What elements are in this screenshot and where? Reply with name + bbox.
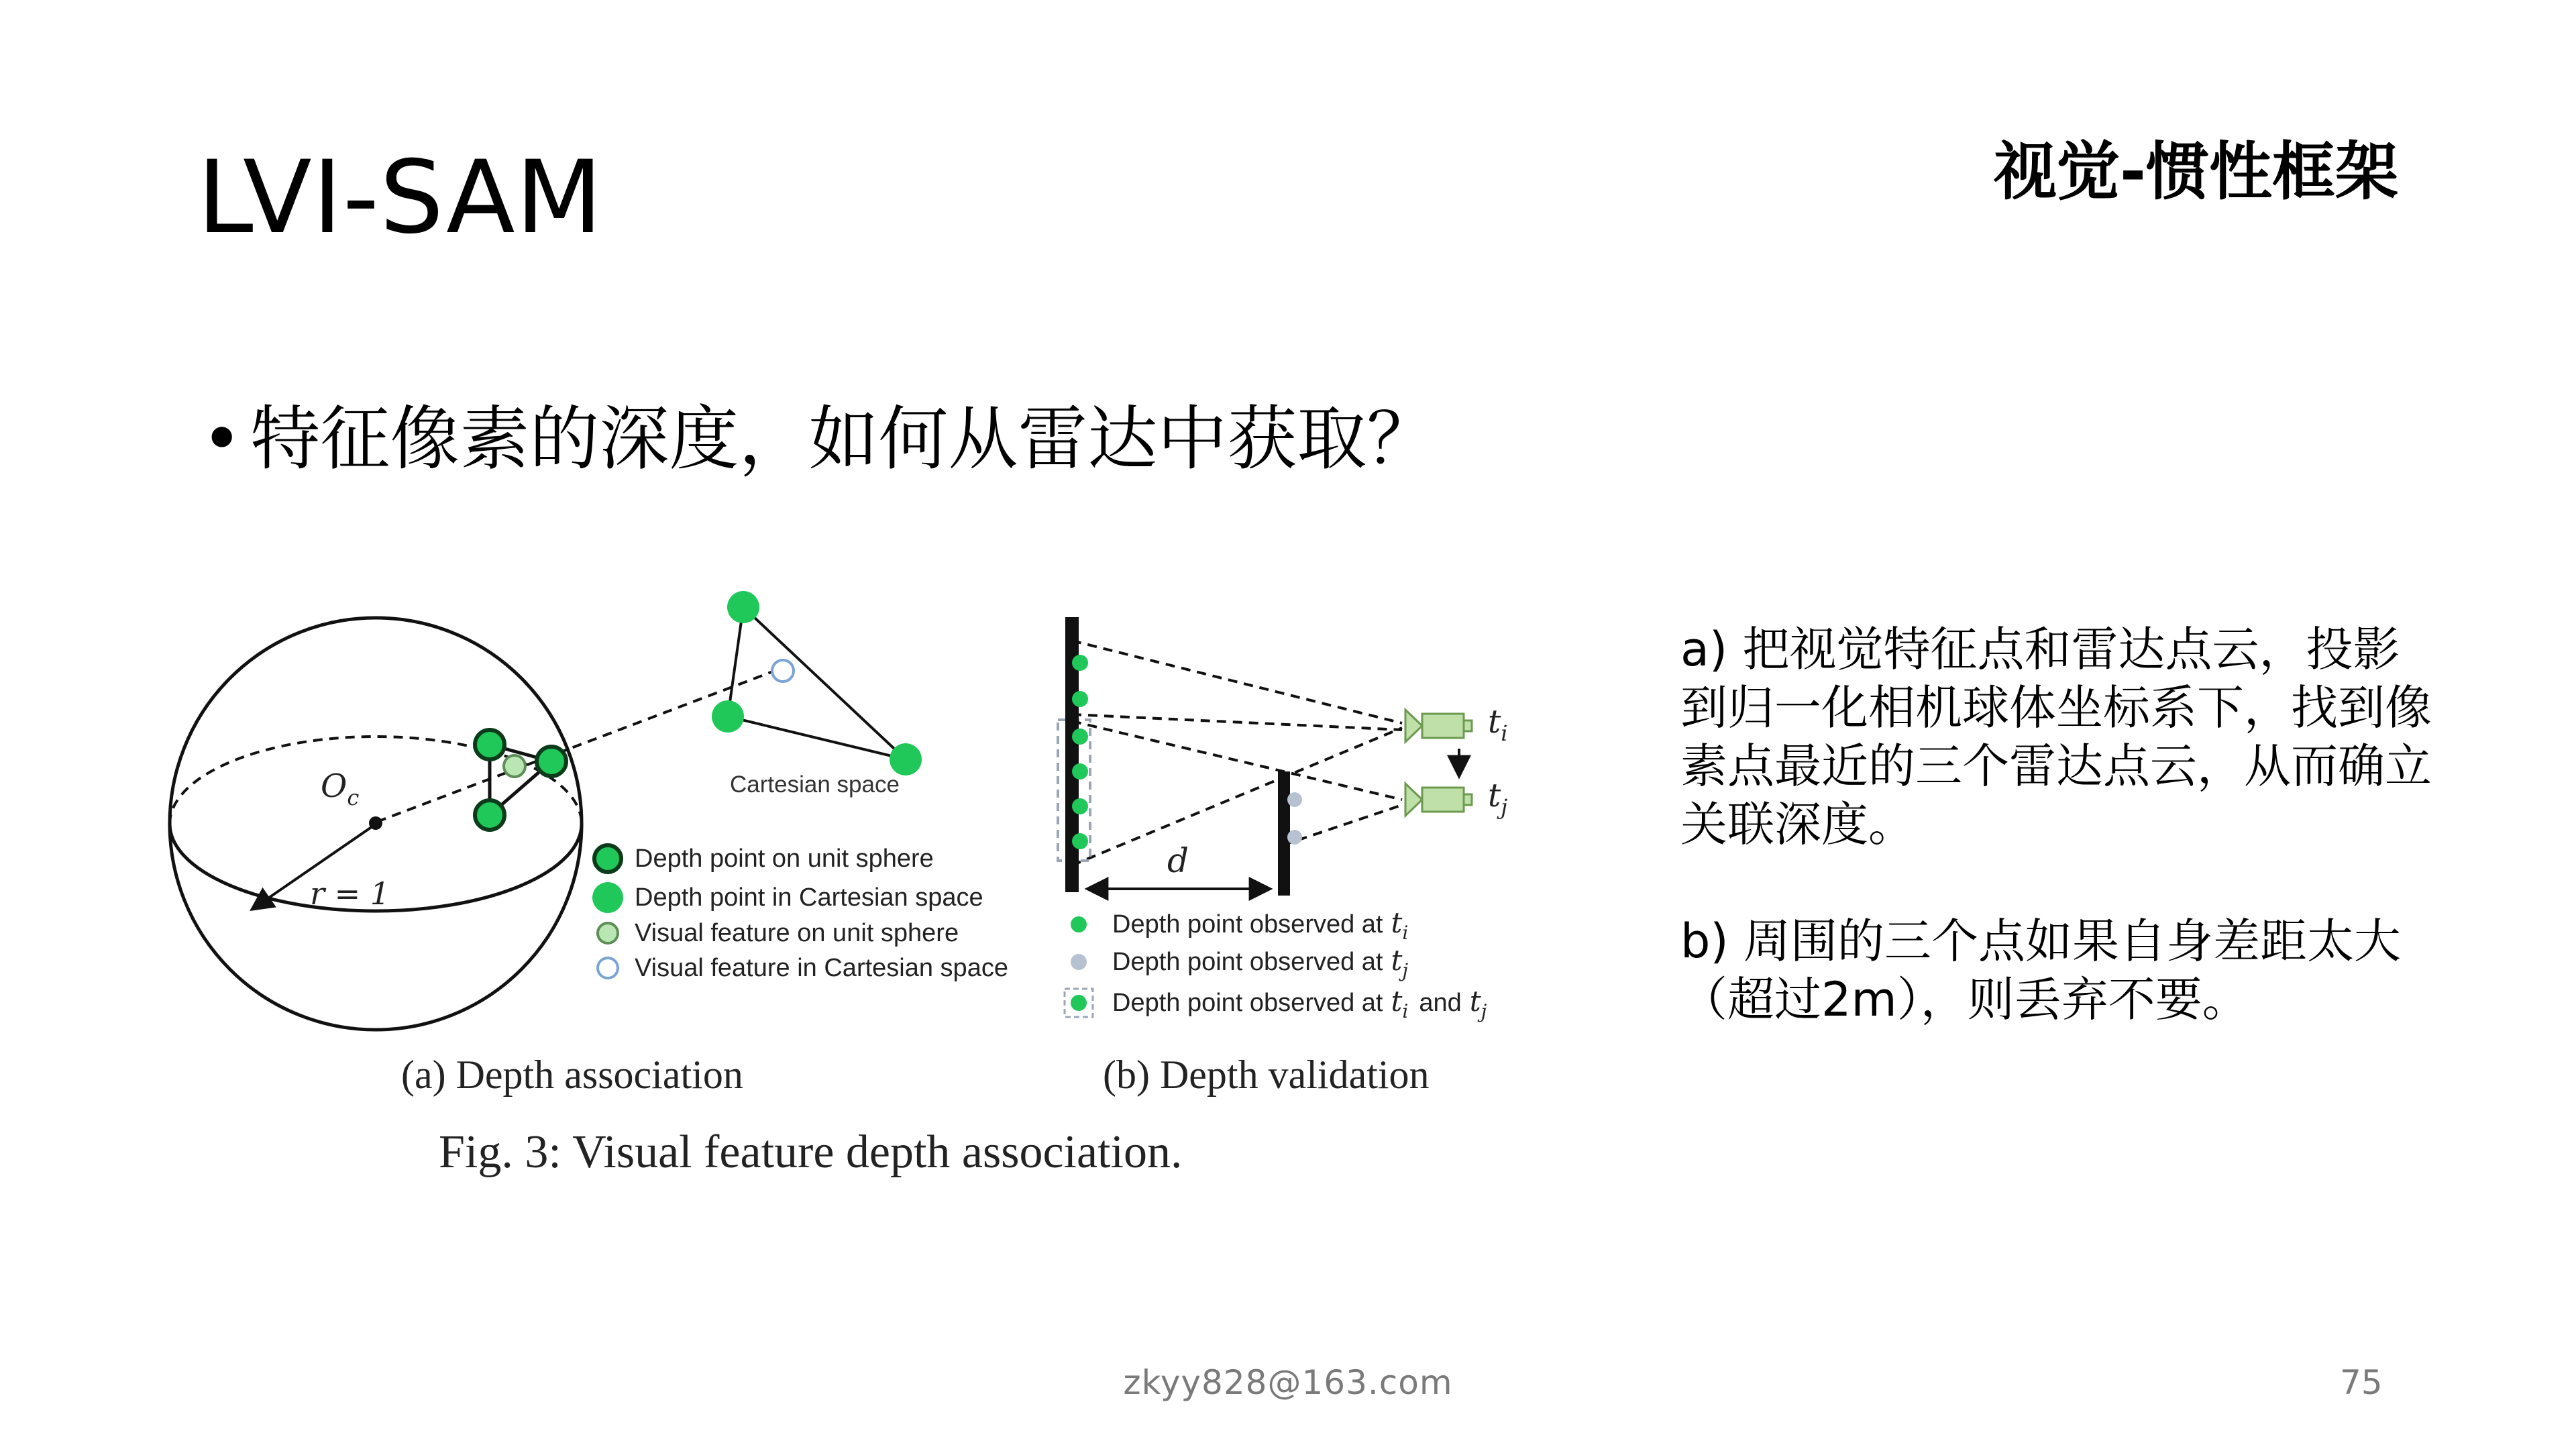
cartesian-triangle — [728, 607, 906, 759]
section-title: 视觉-惯性框架 — [1993, 136, 2398, 209]
bullet-question — [201, 382, 1436, 483]
legend-observed-both-icon — [1071, 995, 1087, 1011]
observed-both-point — [1072, 798, 1088, 814]
dashed-ray — [1072, 728, 1402, 865]
legend-observed-tj-icon — [1071, 954, 1087, 970]
camera-ti-icon — [1405, 710, 1472, 742]
legend-b — [1065, 906, 1487, 1022]
observed-tj-point — [1287, 792, 1302, 807]
sphere-depth-point — [475, 800, 504, 830]
page-number: 75 — [2340, 1363, 2383, 1402]
dashed-ray — [1072, 641, 1402, 723]
dashed-ray — [1072, 721, 1402, 800]
legend-a-item: Visual feature in Cartesian space — [635, 954, 1008, 982]
bullet-dot-icon: • — [201, 398, 243, 480]
sphere-depth-point — [537, 747, 566, 776]
legend-a-item: Visual feature on unit sphere — [635, 919, 959, 947]
observed-tj-point — [1287, 830, 1302, 845]
caption-a: (a) Depth association — [401, 1053, 743, 1097]
legend-feature-sphere-icon — [598, 923, 618, 943]
legend-a-item: Depth point on unit sphere — [635, 845, 934, 873]
dashed-ray — [1072, 714, 1402, 730]
depth-validation-diagram — [1058, 617, 1508, 896]
note-b: b) 周围的三个点如果自身差距太大（超过2m），则丢弃不要。 — [1680, 914, 2401, 1027]
cartesian-depth-point — [727, 591, 759, 623]
observed-both-point — [1072, 833, 1088, 849]
legend-b-item: Depth point observed at $t_i$ and $t_j$ — [1112, 985, 1487, 1022]
distance-label: d — [1167, 841, 1189, 880]
legend-b-item: Depth point observed at $t_i$ — [1112, 906, 1409, 944]
legend-depth-on-sphere-icon — [594, 845, 621, 872]
explanation-notes — [1680, 621, 2438, 1087]
bullet-text: 特征像素的深度，如何从雷达中获取？ — [250, 398, 1437, 480]
figure-caption: Fig. 3: Visual feature depth association. — [439, 1126, 1183, 1178]
legend-a — [592, 845, 1008, 982]
observed-both-point — [1072, 729, 1088, 745]
origin-dot — [369, 816, 382, 830]
cartesian-depth-point — [890, 743, 922, 775]
ray-to-cartesian — [377, 669, 778, 822]
legend-b-item: Depth point observed at $t_j$ — [1112, 944, 1409, 981]
sphere-equator-back — [170, 737, 582, 824]
legend-a-item: Depth point in Cartesian space — [635, 883, 983, 912]
time-ti-label: $t_i$ — [1488, 703, 1508, 746]
time-tj-label: $t_j$ — [1488, 777, 1508, 820]
footer-email: zkyy828@163.com — [1123, 1363, 1453, 1402]
legend-depth-cartesian-icon — [592, 882, 623, 913]
sphere-visual-feature — [504, 755, 525, 777]
radius-label: r = 1 — [310, 875, 390, 912]
far-wall — [1278, 771, 1290, 896]
observed-both-point — [1072, 763, 1088, 780]
sphere-depth-point — [475, 730, 504, 759]
observed-ti-point — [1072, 655, 1088, 671]
observed-ti-point — [1072, 691, 1088, 707]
cartesian-depth-point — [712, 700, 744, 733]
depth-association-figure — [161, 584, 1597, 1201]
caption-b: (b) Depth validation — [1103, 1053, 1430, 1097]
cartesian-visual-feature — [772, 660, 794, 682]
origin-label: $O_c$ — [321, 767, 360, 810]
note-a: a) 把视觉特征点和雷达点云，投影到归一化相机球体坐标系下，找到像素点最近的三个雷达点云，从而确立关联深度。 — [1680, 622, 2432, 852]
cartesian-space-label: Cartesian space — [730, 771, 900, 798]
slide-title: LVI-SAM — [197, 140, 604, 256]
legend-feature-cartesian-icon — [598, 958, 618, 978]
legend-observed-ti-icon — [1071, 916, 1087, 932]
camera-tj-icon — [1405, 784, 1472, 816]
